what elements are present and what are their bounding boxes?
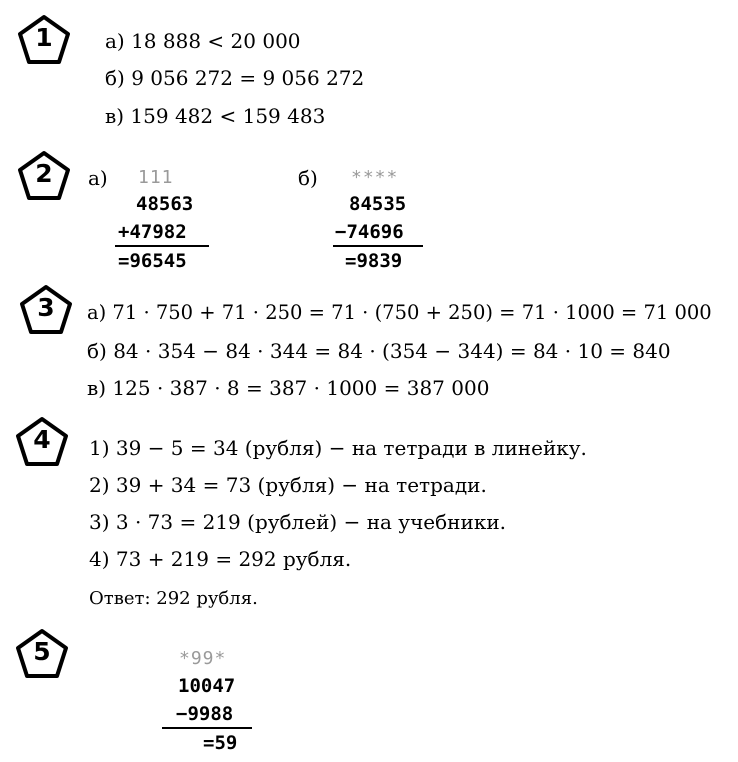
task2-b-underline [333, 245, 423, 247]
task2-b-label: б) [298, 166, 318, 190]
task2-b-top-number: 84535 [349, 193, 407, 215]
task2-a-underline [115, 245, 209, 247]
task4-step-3: 3) 3 · 73 = 219 (рублей) − на учебники. [89, 510, 507, 534]
task-number-badge-4 [15, 416, 69, 468]
task-number: 2 [35, 159, 53, 188]
task5-underline [162, 727, 252, 729]
task2-a-carry: 111 [138, 167, 174, 188]
task2-b-second-number: −74696 [335, 221, 404, 243]
task-number: 1 [35, 23, 53, 52]
task3-line-a: а) 71 · 750 + 71 · 250 = 71 · (750 + 250) = 71 · 1000 = 71 000 [87, 301, 712, 324]
task4-step-2: 2) 39 + 34 = 73 (рубля) − на тетради. [89, 473, 487, 497]
task-number: 5 [33, 637, 51, 666]
task-number-badge-3 [19, 284, 73, 336]
task2-b-carry: **** [351, 167, 399, 188]
task5-result: =59 [203, 732, 238, 754]
task-number-badge-5 [15, 628, 69, 680]
task3-line-b: б) 84 · 354 − 84 · 344 = 84 · (354 − 344) = 84 · 10 = 840 [87, 339, 671, 363]
task2-a-result: =96545 [118, 250, 187, 272]
task2-b-result: =9839 [345, 250, 403, 272]
task4-answer: Ответ: 292 рубля. [89, 588, 258, 609]
task-number: 3 [37, 293, 55, 322]
task1-line-a: а) 18 888 < 20 000 [105, 29, 301, 53]
task2-a-top-number: 48563 [136, 193, 194, 215]
task4-step-4: 4) 73 + 219 = 292 рубля. [89, 547, 352, 571]
task-number-badge-2 [17, 150, 71, 202]
task1-line-b: б) 9 056 272 = 9 056 272 [105, 66, 365, 90]
task-number-badge-1 [17, 14, 71, 66]
task5-top-number: 10047 [178, 675, 236, 697]
task1-line-c: в) 159 482 < 159 483 [105, 104, 326, 128]
task3-line-c: в) 125 · 387 · 8 = 387 · 1000 = 387 000 [87, 376, 490, 400]
task5-second-number: −9988 [176, 703, 234, 725]
task5-carry: *99* [179, 648, 227, 669]
task-number: 4 [33, 425, 51, 454]
task4-step-1: 1) 39 − 5 = 34 (рубля) − на тетради в линейку. [89, 436, 587, 460]
task2-a-second-number: +47982 [118, 221, 187, 243]
task2-a-label: а) [88, 166, 108, 190]
